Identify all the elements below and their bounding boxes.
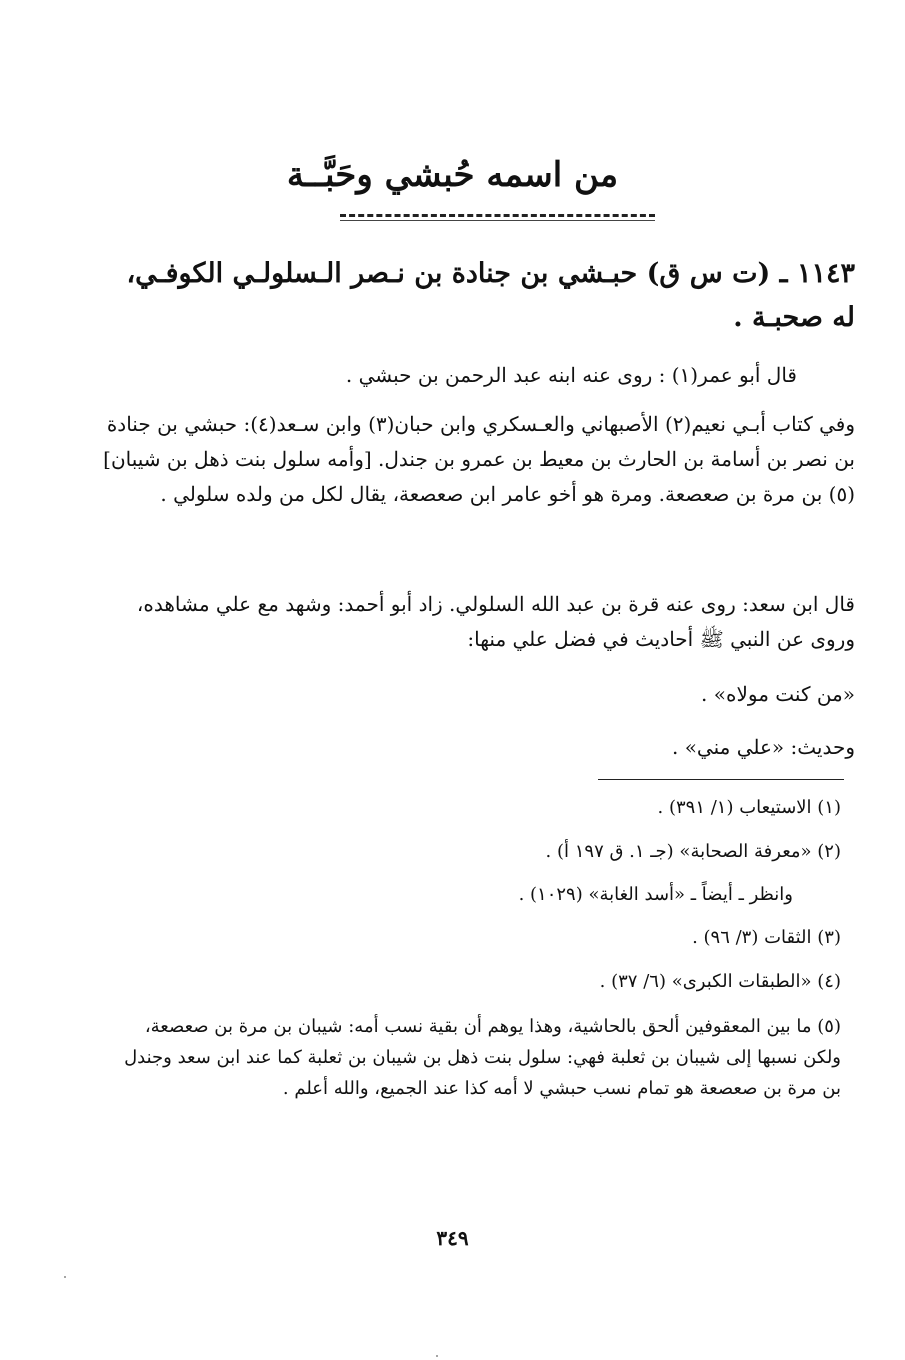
scan-speck (436, 1355, 438, 1357)
title-underline-dashed (340, 214, 655, 217)
paragraph-ibn-saad: قال ابن سعد: روى عنه قرة بن عبد الله السلولي. زاد أبو أحمد: وشهد مع علي مشاهده، وروى عن النبي ﷺ أحاديث في فضل علي منها: (136, 592, 855, 651)
footnote-2: (٢) «معرفة الصحابة» (جـ ١. ق ١٩٧ أ) . (545, 841, 841, 862)
paragraph-abu-umar: قال أبو عمر(١) : روى عنه ابنه عبد الرحمن بن حبشي . (345, 363, 797, 387)
footnote-separator (598, 779, 844, 780)
paragraph-sources: وفي كتاب أبـي نعيم(٢) الأصبهاني والعـسكري وابن حبان(٣) وابن سـعد(٤): حبشي بن جنادة بن نصر بن أسامة بن الحارث بن معيط بن عمرو بن جندل. [وأمه سلول بنت ذهل بن شيبان](٥) بن مرة بن صعصعة. ومرة هو أخو عامر ابن صعصعة، يقال لكل من ولده سلولي . (103, 412, 855, 506)
page-number: ٣٤٩ (436, 1226, 469, 1250)
entry-header: ١١٤٣ ـ (ت س ق) حبـشي بن جنادة بن نـصر الـسلولـي الكوفـي، له صحبـة . (126, 258, 855, 333)
footnote-2-continued: وانظر ـ أيضاً ـ «أسد الغابة» (١٠٢٩) . (518, 884, 793, 905)
footnote-5: (٥) ما بين المعقوفين ألحق بالحاشية، وهذا يوهم أن بقية نسب أمه: شيبان بن مرة بن صعصعة، ولكن نسبها إلى شيبان بن ثعلبة فهي: سلول بنت ذهل بن شيبان بن ثعلبة كما عند ابن سعد وجندل بن مرة بن صعصعة هو تمام نسب حبشي لا أمه كذا عند الجميع، والله أعلم . (124, 1016, 841, 1099)
paragraph-hadith-ali: وحديث: «علي مني» . (671, 735, 855, 759)
paragraph-hadith-mawlah: «من كنت مولاه» . (701, 682, 855, 706)
footnote-4: (٤) «الطبقات الكبرى» (٦/ ٣٧) . (599, 971, 841, 992)
footnote-3: (٣) الثقات (٣/ ٩٦) . (692, 927, 841, 948)
title-underline-solid (340, 220, 655, 221)
section-title: من اسمه حُبشي وحَبَّــة (286, 155, 619, 195)
footnote-1: (١) الاستيعاب (١/ ٣٩١) . (657, 797, 841, 818)
scan-speck (64, 1276, 66, 1278)
